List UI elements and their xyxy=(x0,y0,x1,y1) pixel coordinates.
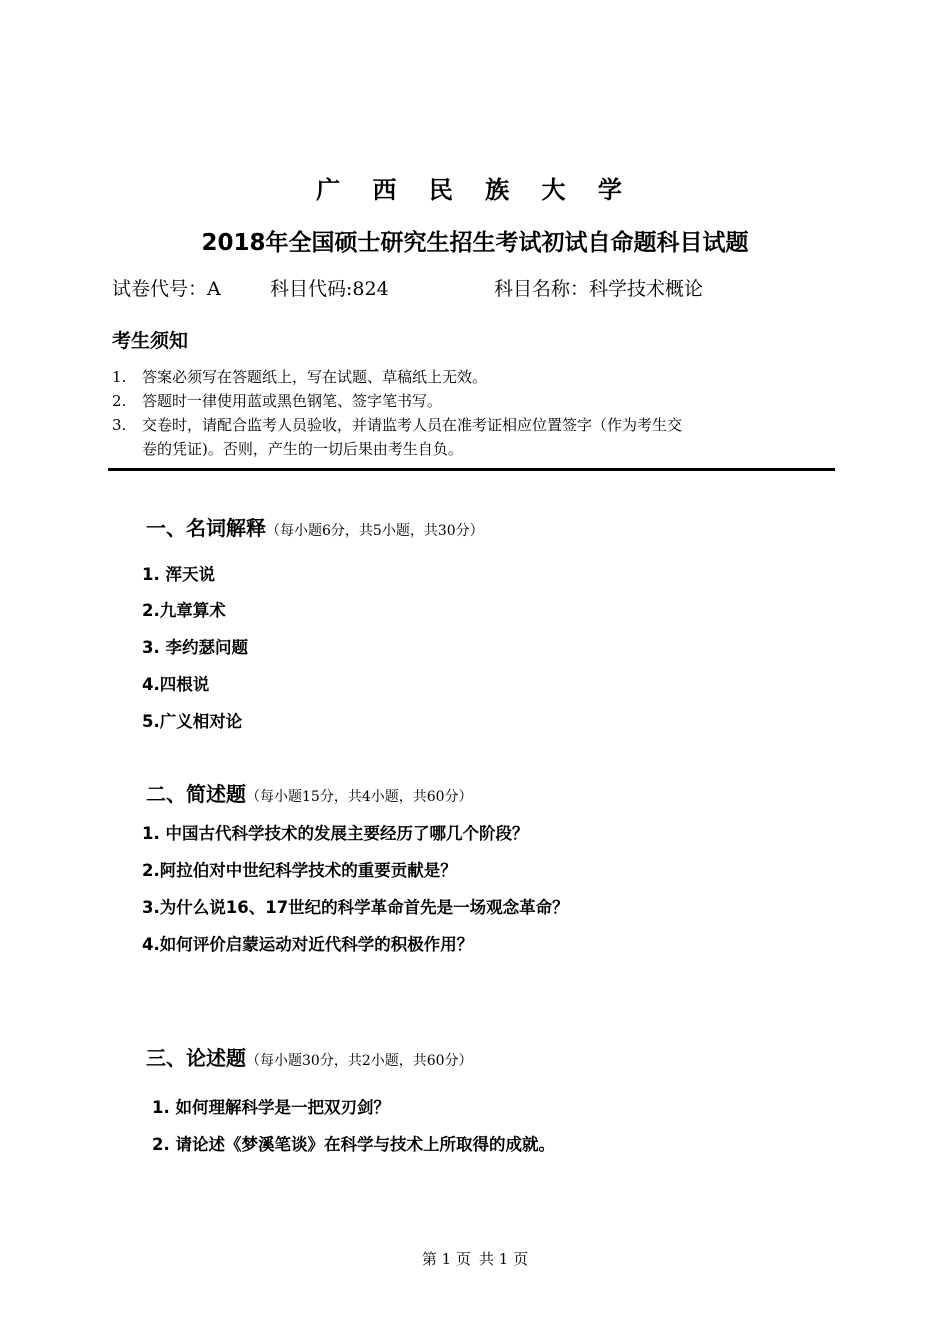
exam-title: 2018年全国硕士研究生招生考试初试自命题科目试题 xyxy=(201,230,749,256)
section-title: 一、名词解释 xyxy=(146,516,266,540)
page-number: 第 1 页 xyxy=(421,1250,471,1268)
question-item: 4.四根说 xyxy=(142,675,210,694)
notice-item-number: 3. xyxy=(112,416,127,434)
page-footer xyxy=(0,1248,950,1269)
question-item: 3. 李约瑟问题 xyxy=(142,638,248,657)
question-item: 1. 如何理解科学是一把双刃剑？ xyxy=(152,1098,390,1117)
question-item: 4.如何评价启蒙运动对近代科学的积极作用？ xyxy=(142,935,474,954)
notice-item-text: 交卷时，请配合监考人员验收，并请监考人员在准考证相应位置签字（作为考生交 xyxy=(142,416,683,434)
notice-item-text: 答题时一律使用蓝或黑色钢笔、签字笔书写。 xyxy=(142,392,443,410)
notice-item xyxy=(112,390,842,411)
section-heading xyxy=(146,778,473,807)
question-item: 1. 中国古代科学技术的发展主要经历了哪几个阶段？ xyxy=(142,824,529,843)
section-note: （每小题6分，共5小题，共30分） xyxy=(266,523,484,539)
notice-item xyxy=(112,366,842,387)
question-item: 2.阿拉伯对中世纪科学技术的重要贡献是？ xyxy=(142,861,457,880)
divider-line xyxy=(108,468,835,471)
question-item: 2. 请论述《梦溪笔谈》在科学与技术上所取得的成就。 xyxy=(152,1135,555,1154)
question-item: 1. 浑天说 xyxy=(142,565,215,584)
question-item: 2.九章算术 xyxy=(142,601,226,620)
subject-code: 科目代码:824 xyxy=(270,278,389,300)
section-note: （每小题30分，共2小题，共60分） xyxy=(246,1053,473,1069)
subject-name: 科目名称：科学技术概论 xyxy=(494,278,704,300)
notice-item xyxy=(112,414,842,435)
section-heading xyxy=(146,1042,473,1071)
question-item: 5.广义相对论 xyxy=(142,712,243,731)
paper-code: 试卷代号：A xyxy=(112,278,221,300)
section-title: 三、论述题 xyxy=(146,1046,246,1070)
notice-item-continuation: 卷的凭证)。否则，产生的一切后果由考生自负。 xyxy=(142,440,463,458)
section-heading xyxy=(146,512,484,541)
section-title: 二、简述题 xyxy=(146,782,246,806)
notice-item-number: 2. xyxy=(112,392,127,410)
notice-item-text: 答案必须写在答题纸上，写在试题、草稿纸上无效。 xyxy=(142,368,488,386)
page-total: 共 1 页 xyxy=(479,1250,529,1268)
notice-item-number: 1. xyxy=(112,368,127,386)
university-name: 广 西 民 族 大 学 xyxy=(316,176,634,204)
question-item: 3.为什么说16、17世纪的科学革命首先是一场观念革命？ xyxy=(142,898,569,917)
section-note: （每小题15分，共4小题，共60分） xyxy=(246,789,473,805)
notice-title: 考生须知 xyxy=(112,330,189,352)
